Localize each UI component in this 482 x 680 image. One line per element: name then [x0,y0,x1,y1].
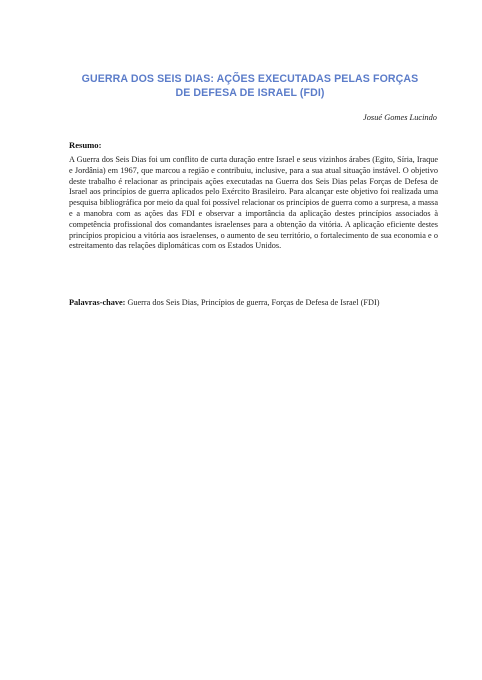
abstract-body: A Guerra dos Seis Dias foi um conflito de curta duração entre Israel e seus vizinhos árabes (Egito, Síria, Iraque e Jordânia) em 1967, que marcou a região e contribuiu, inclusive, para a sua atual situação instável. O objetivo deste trabalho é relacionar as principais ações executadas na Guerra dos Seis Dias pelas Forças de Defesa de Israel aos princípios de guerra aplicados pelo Exército Brasileiro. Para alcançar este objetivo foi realizada uma pesquisa bibliográfica por meio da qual foi possível relacionar os princípios de guerra como a surpresa, a massa e a manobra com as ações das FDI e observar a importância da aplicação destes princípios associados à competência profissional dos comandantes israelenses para a obtenção da vitória. A aplicação eficiente destes princípios propiciou a vitória aos israelenses, o aumento de seu território, o fortalecimento de sua economia e o estreitamento das relações diplomáticas com os Estados Unidos. [69,155,438,251]
paper-title-line-1: GUERRA DOS SEIS DIAS: AÇÕES EXECUTADAS PELAS FORÇAS [81,73,419,85]
abstract-heading: Resumo: [69,140,102,150]
keywords [69,298,441,309]
paper-title-line-2: DE DEFESA DE ISRAEL (FDI) [175,87,325,99]
keywords-text: Guerra dos Seis Dias, Princípios de guerra, Forças de Defesa de Israel (FDI) [127,298,380,307]
paper-title [60,72,440,100]
author-name: Josué Gomes Lucindo [363,113,437,122]
keywords-label: Palavras-chave: [69,298,126,307]
